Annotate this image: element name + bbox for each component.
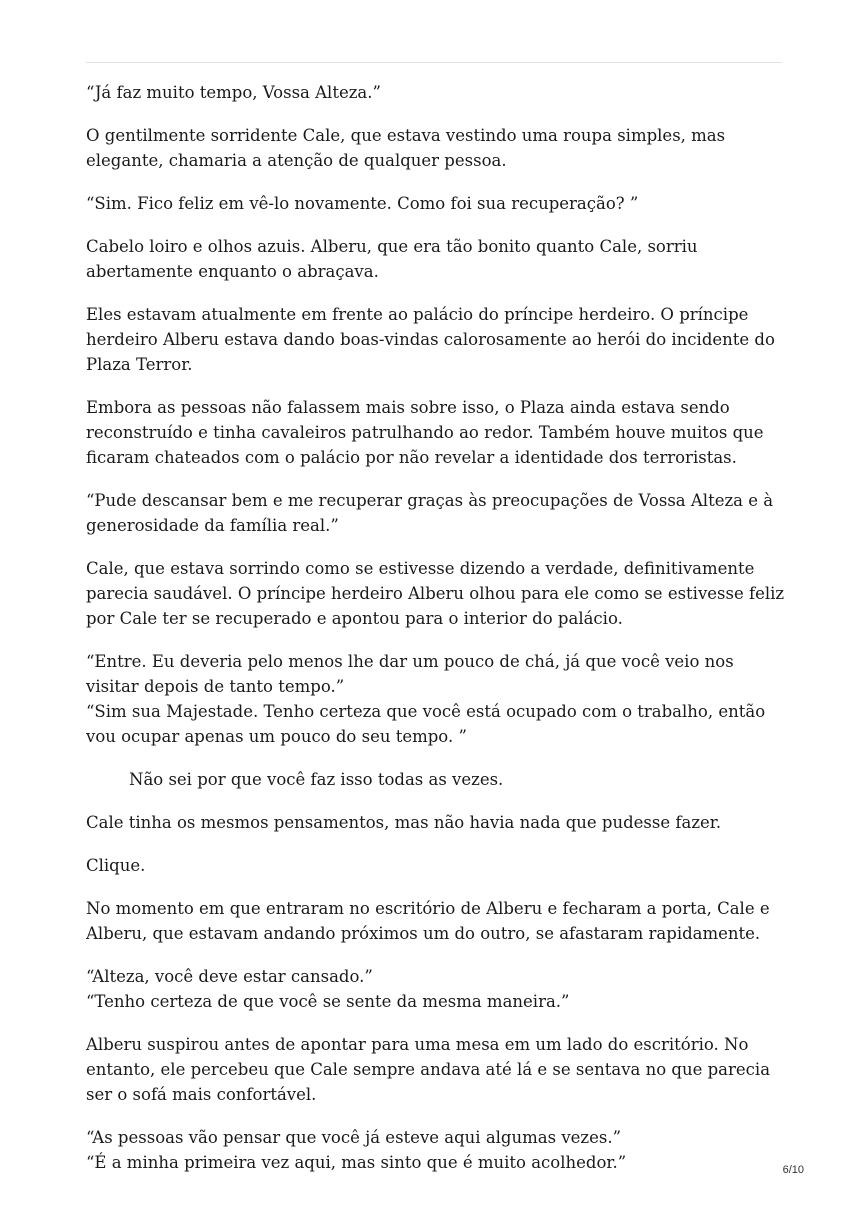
page-number: 6/10 bbox=[782, 1164, 804, 1176]
paragraph-indented: Não sei por que você faz isso todas as vezes. bbox=[129, 770, 504, 789]
paragraph: “É a minha primeira vez aqui, mas sinto que é muito acolhedor.” bbox=[86, 1153, 627, 1172]
paragraph: “As pessoas vão pensar que você já esteve aqui algumas vezes.” bbox=[86, 1128, 622, 1147]
paragraph: “Já faz muito tempo, Vossa Alteza.” bbox=[86, 83, 381, 102]
paragraph: “Alteza, você deve estar cansado.” bbox=[86, 967, 373, 986]
paragraph: Alberu suspirou antes de apontar para uma mesa em um lado do escritório. No entanto, ele percebeu que Cale sempre andava até lá e se sentava no que parecia ser o sofá mais confortável. bbox=[86, 1035, 771, 1104]
paragraph: No momento em que entraram no escritório de Alberu e fecharam a porta, Cale e Alberu, que estavam andando próximos um do outro, se afastaram rapidamente. bbox=[86, 899, 770, 943]
paragraph: Cale, que estava sorrindo como se estivesse dizendo a verdade, definitivamente parecia saudável. O príncipe herdeiro Alberu olhou para ele como se estivesse feliz por Cale ter se recuperado e apontou para o interior do palácio. bbox=[86, 559, 785, 628]
paragraph: Embora as pessoas não falassem mais sobre isso, o Plaza ainda estava sendo reconstruído e tinha cavaleiros patrulhando ao redor. Também houve muitos que ficaram chateados com o palácio por não revelar a identidade dos terroristas. bbox=[86, 398, 764, 467]
paragraph: Cabelo loiro e olhos azuis. Alberu, que era tão bonito quanto Cale, sorriu abertamente enquanto o abraçava. bbox=[86, 237, 698, 281]
paragraph: “Sim. Fico feliz em vê-lo novamente. Como foi sua recuperação? ” bbox=[86, 194, 639, 213]
paragraph: Cale tinha os mesmos pensamentos, mas não havia nada que pudesse fazer. bbox=[86, 813, 722, 832]
paragraph: Eles estavam atualmente em frente ao palácio do príncipe herdeiro. O príncipe herdeiro Alberu estava dando boas-vindas calorosamente ao herói do incidente do Plaza Terror. bbox=[86, 305, 775, 374]
paragraph: “Entre. Eu deveria pelo menos lhe dar um pouco de chá, já que você veio nos visitar depois de tanto tempo.” bbox=[86, 652, 734, 696]
page-body bbox=[86, 80, 786, 1193]
paragraph: “Tenho certeza de que você se sente da mesma maneira.” bbox=[86, 992, 570, 1011]
paragraph: O gentilmente sorridente Cale, que estava vestindo uma roupa simples, mas elegante, chamaria a atenção de qualquer pessoa. bbox=[86, 126, 726, 170]
header-divider bbox=[86, 62, 782, 63]
paragraph: Clique. bbox=[86, 856, 146, 875]
paragraph: “Sim sua Majestade. Tenho certeza que você está ocupado com o trabalho, então vou ocupar apenas um pouco do seu tempo. ” bbox=[86, 702, 766, 746]
paragraph: “Pude descansar bem e me recuperar graças às preocupações de Vossa Alteza e à generosidade da família real.” bbox=[86, 491, 774, 535]
